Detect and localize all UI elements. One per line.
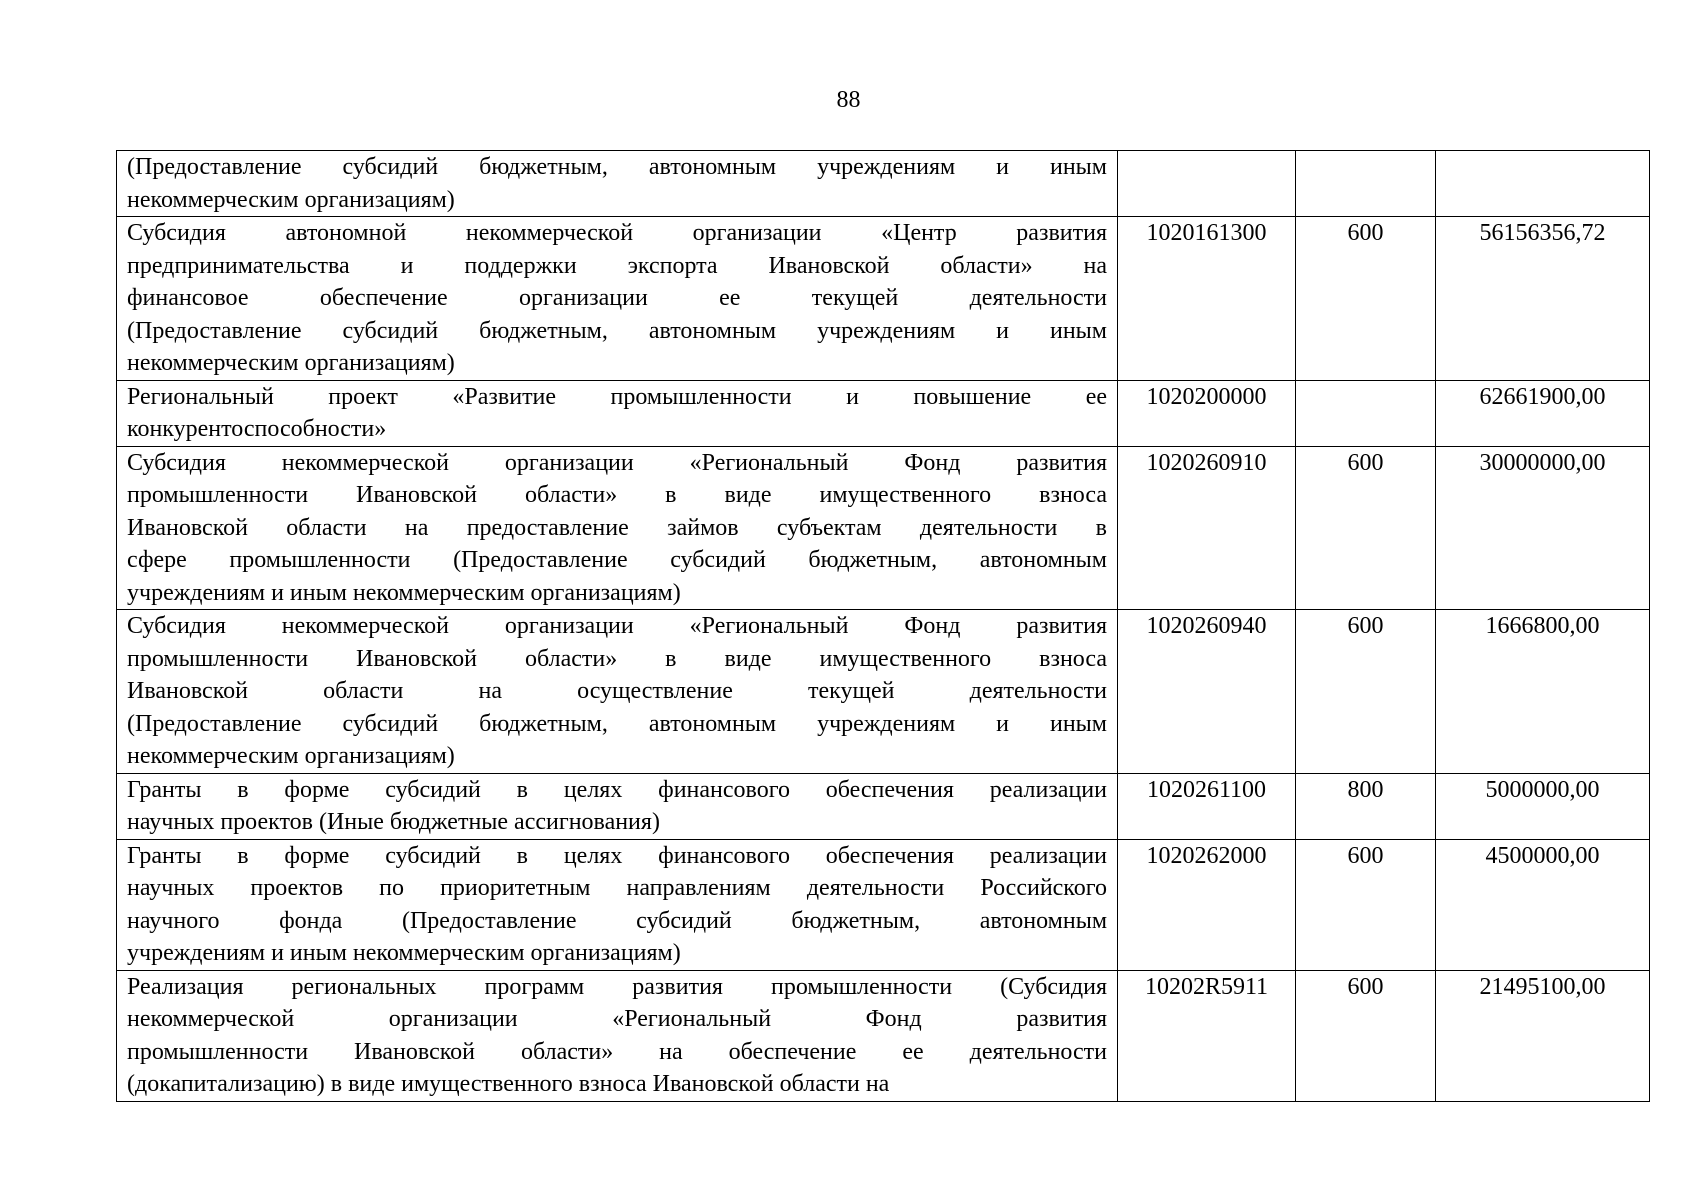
cell-name-line: (Предоставление субсидий бюджетным, автономным учреждениям и иным (127, 710, 1107, 737)
cell-name-line: Ивановской области на предоставление займов субъектам деятельности в (127, 514, 1107, 541)
cell-expense-type (1296, 380, 1436, 446)
table-row (117, 839, 1650, 970)
cell-name-line: Гранты в форме субсидий в целях финансового обеспечения реализации (127, 842, 1107, 869)
cell-target-code: 10202R5911 (1118, 970, 1296, 1101)
cell-name-line: научных проектов по приоритетным направлениям деятельности Российского (127, 875, 1107, 901)
table-row (117, 380, 1650, 446)
budget-table (116, 150, 1650, 1102)
cell-sum: 30000000,00 (1436, 446, 1650, 610)
cell-name (117, 151, 1118, 217)
cell-target-code: 1020260910 (1118, 446, 1296, 610)
cell-name-line: (Предоставление субсидий бюджетным, автономным учреждениям и иным (127, 154, 1107, 180)
cell-target-code: 1020261100 (1118, 773, 1296, 839)
table-row (117, 151, 1650, 217)
cell-sum: 56156356,72 (1436, 217, 1650, 381)
cell-name-line: некоммерческим организациям) (127, 350, 455, 376)
cell-expense-type: 800 (1296, 773, 1436, 839)
cell-name-line: (Предоставление субсидий бюджетным, автономным учреждениям и иным (127, 317, 1107, 344)
cell-name-line: некоммерческой организации «Региональный Фонд развития (127, 1006, 1107, 1032)
cell-sum: 21495100,00 (1436, 970, 1650, 1101)
cell-sum: 4500000,00 (1436, 839, 1650, 970)
cell-name (117, 970, 1118, 1101)
cell-target-code (1118, 151, 1296, 217)
table-row (117, 970, 1650, 1101)
cell-name (117, 773, 1118, 839)
cell-name (117, 839, 1118, 970)
cell-sum: 5000000,00 (1436, 773, 1650, 839)
cell-name-line: учреждениям и иным некоммерческим организациям) (127, 579, 681, 606)
table-row (117, 217, 1650, 381)
cell-target-code: 1020200000 (1118, 380, 1296, 446)
cell-expense-type: 600 (1296, 610, 1436, 774)
cell-expense-type: 600 (1296, 839, 1436, 970)
cell-expense-type: 600 (1296, 970, 1436, 1101)
table-body (117, 151, 1650, 1102)
cell-target-code: 1020260940 (1118, 610, 1296, 774)
cell-name-line: Ивановской области на осуществление текущей деятельности (127, 678, 1107, 704)
cell-name-line: научного фонда (Предоставление субсидий бюджетным, автономным (127, 907, 1107, 934)
cell-name-line: промышленности Ивановской области» в виде имущественного взноса (127, 482, 1107, 508)
cell-sum: 1666800,00 (1436, 610, 1650, 774)
cell-name-line: Субсидия некоммерческой организации «Региональный Фонд развития (127, 449, 1107, 476)
cell-name (117, 610, 1118, 774)
cell-name-line: финансовое обеспечение организации ее текущей деятельности (127, 285, 1107, 311)
cell-name-line: Региональный проект «Развитие промышленности и повышение ее (127, 383, 1107, 410)
cell-name (117, 380, 1118, 446)
cell-name-line: промышленности Ивановской области» на обеспечение ее деятельности (127, 1038, 1107, 1065)
cell-name-line: некоммерческим организациям) (127, 186, 455, 213)
table-row (117, 773, 1650, 839)
cell-target-code: 1020161300 (1118, 217, 1296, 381)
cell-name-line: учреждениям и иным некоммерческим организациям) (127, 940, 681, 966)
cell-name-line: Субсидия автономной некоммерческой организации «Центр развития (127, 220, 1107, 246)
cell-name-line: промышленности Ивановской области» в виде имущественного взноса (127, 645, 1107, 672)
cell-name (117, 217, 1118, 381)
cell-name-line: Гранты в форме субсидий в целях финансового обеспечения реализации (127, 776, 1107, 803)
cell-name-line: (докапитализацию) в виде имущественного взноса Ивановской области на (127, 1071, 890, 1097)
table-row (117, 446, 1650, 610)
cell-name-line: Субсидия некоммерческой организации «Региональный Фонд развития (127, 613, 1107, 639)
cell-expense-type: 600 (1296, 446, 1436, 610)
cell-expense-type: 600 (1296, 217, 1436, 381)
page-number: 88 (836, 87, 861, 113)
cell-name-line: некоммерческим организациям) (127, 743, 455, 769)
cell-name (117, 446, 1118, 610)
cell-name-line: сфере промышленности (Предоставление субсидий бюджетным, автономным (127, 547, 1107, 573)
cell-name-line: научных проектов (Иные бюджетные ассигнования) (127, 809, 660, 835)
table-row (117, 610, 1650, 774)
cell-sum: 62661900,00 (1436, 380, 1650, 446)
cell-expense-type (1296, 151, 1436, 217)
cell-sum (1436, 151, 1650, 217)
cell-name-line: конкурентоспособности» (127, 416, 387, 442)
cell-target-code: 1020262000 (1118, 839, 1296, 970)
cell-name-line: предпринимательства и поддержки экспорта Ивановской области» на (127, 252, 1107, 279)
cell-name-line: Реализация региональных программ развития промышленности (Субсидия (127, 973, 1107, 1000)
